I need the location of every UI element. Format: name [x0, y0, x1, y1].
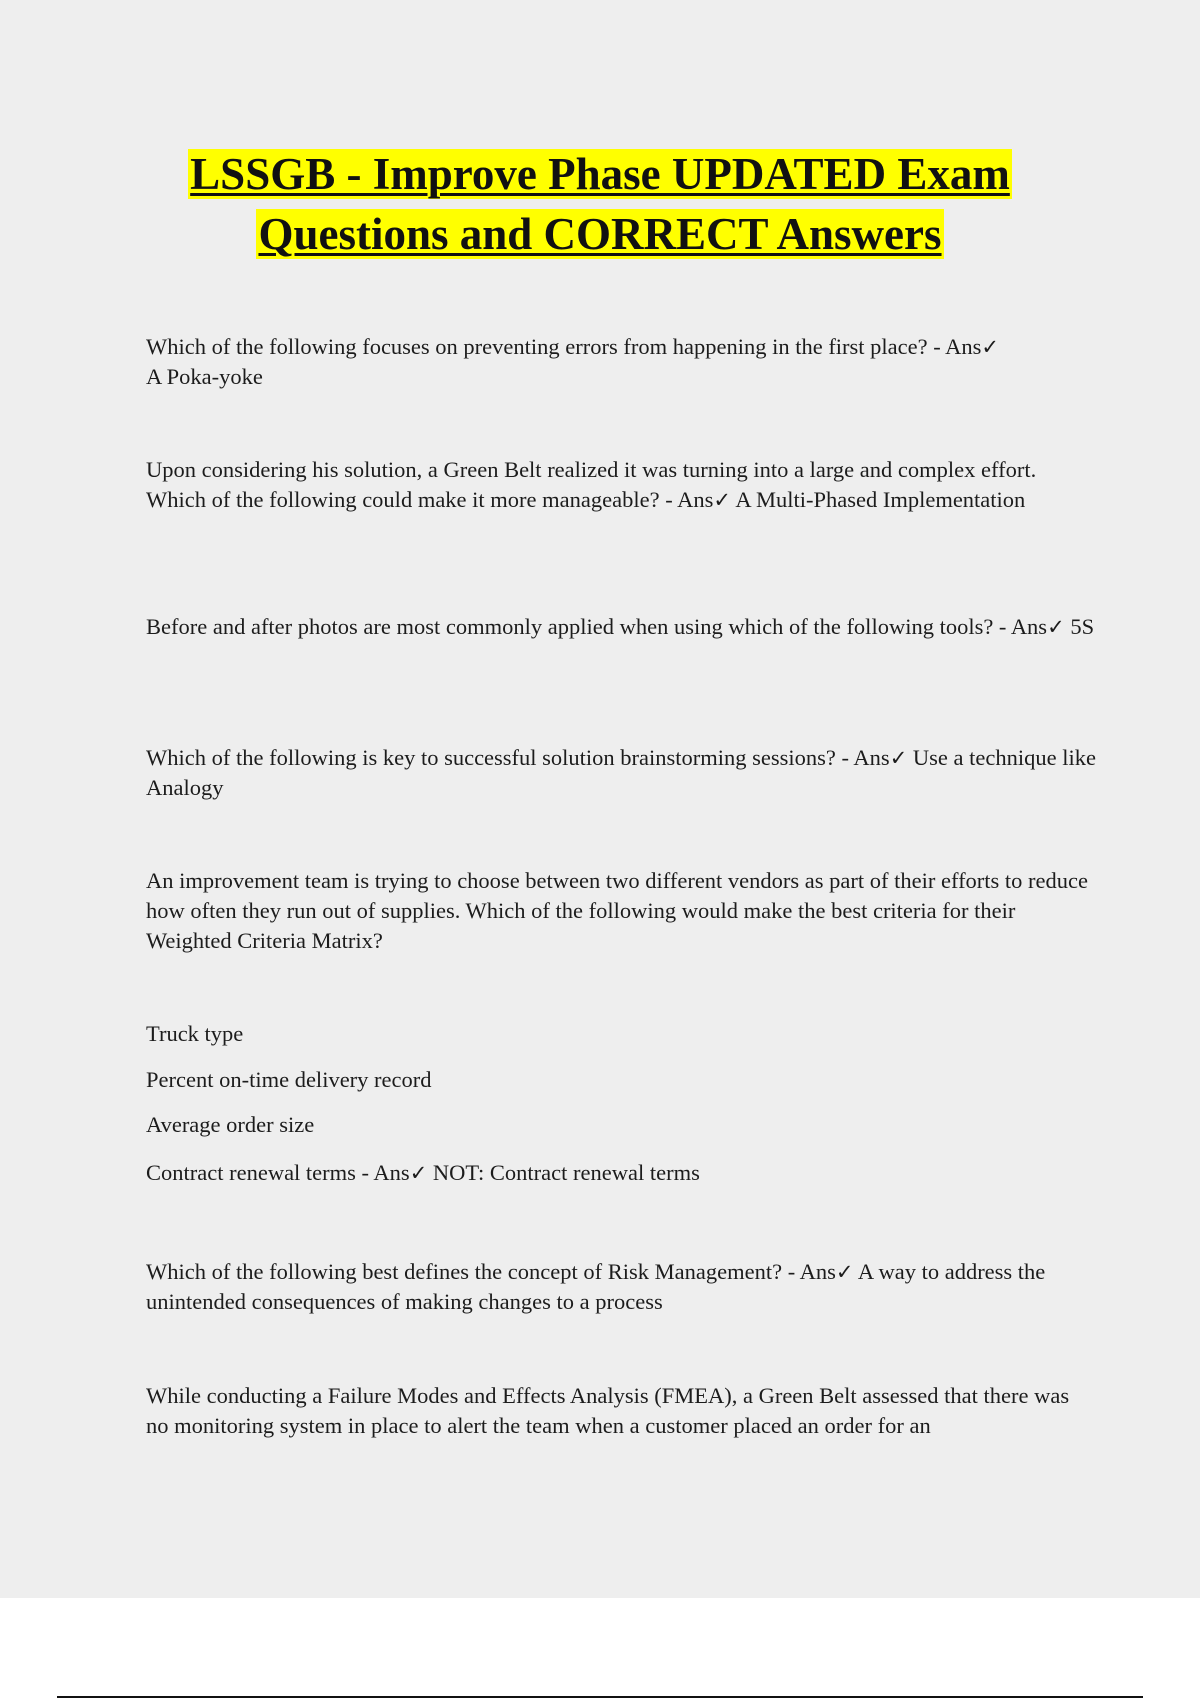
check-icon: ✓ [835, 1260, 854, 1284]
question-text: Which of the following is key to successful solution brainstorming sessions? - [146, 745, 854, 770]
question-text: Upon considering his solution, a Green Belt realized it was turning into a large and complex effort. Which of the following could make it more manageable? - [146, 457, 1037, 512]
question-text: While conducting a Failure Modes and Effects Analysis (FMEA), a Green Belt assessed that there was no monitoring system in place to alert the team when a customer placed an order for an [146, 1383, 1070, 1438]
qa-item [146, 1381, 1096, 1441]
answer-text: Use a technique like Analogy [146, 745, 1096, 800]
option-text: Contract renewal terms - [146, 1160, 374, 1185]
answer-marker: Ans [677, 487, 714, 512]
qa-item [146, 1257, 1096, 1317]
answer-text: A Poka-yoke [146, 364, 263, 389]
answer-text: 5S [1064, 614, 1095, 639]
question-text: Before and after photos are most commonly applied when using which of the following tools? - [146, 614, 1011, 639]
check-icon: ✓ [409, 1161, 428, 1185]
answer-marker: Ans [853, 745, 890, 770]
answer-text: A Multi-Phased Implementation [730, 487, 1026, 512]
option-item-with-answer [146, 1158, 1096, 1188]
option-item: Average order size [146, 1112, 315, 1137]
answer-text: NOT: Contract renewal terms [427, 1160, 700, 1185]
option-item: Percent on-time delivery record [146, 1067, 432, 1092]
question-text: An improvement team is trying to choose between two different vendors as part of their efforts to reduce how often they run out of supplies. Which of the following would make the best criteria for their Weighted Criteria Matrix? [146, 868, 1089, 953]
check-icon: ✓ [1047, 615, 1065, 639]
option-list [146, 1019, 1096, 1188]
answer-marker: Ans [799, 1259, 836, 1284]
page-footer-area [0, 1598, 1200, 1700]
answer-text: A way to address the unintended consequences of making changes to a process [146, 1259, 1046, 1314]
question-text: Which of the following best defines the concept of Risk Management? - [146, 1259, 800, 1284]
qa-item [146, 332, 1096, 392]
footer-divider [57, 1696, 1143, 1698]
check-icon: ✓ [889, 746, 908, 770]
title-line-2: Questions and CORRECT Answers [258, 209, 942, 259]
question-text: Which of the following focuses on preventing errors from happening in the first place? - [146, 334, 946, 359]
qa-item [146, 866, 1096, 956]
document-title [100, 144, 1100, 264]
answer-marker: Ans [373, 1160, 410, 1185]
qa-item [146, 743, 1096, 803]
qa-item [146, 612, 1096, 642]
check-icon: ✓ [713, 488, 731, 512]
option-item: Truck type [146, 1021, 244, 1046]
answer-marker: Ans [1010, 614, 1048, 639]
answer-marker: Ans [945, 334, 982, 359]
check-icon: ✓ [981, 335, 1000, 359]
qa-item [146, 455, 1096, 515]
title-line-1: LSSGB - Improve Phase UPDATED Exam [190, 149, 1010, 199]
